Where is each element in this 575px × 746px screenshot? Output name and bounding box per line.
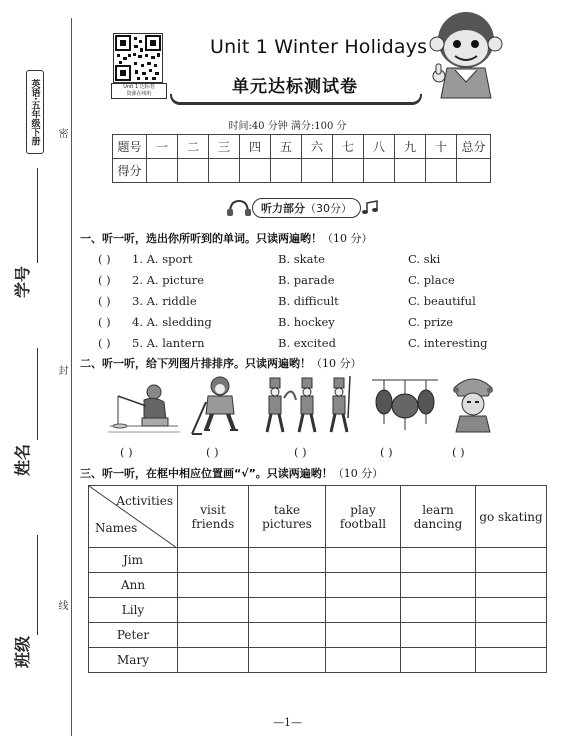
page-number: —1— — [273, 716, 302, 729]
hockey-player-picture-icon — [190, 374, 250, 438]
score-header-row — [113, 135, 491, 159]
check-cell[interactable] — [178, 623, 249, 648]
score-header-cell: 一 — [147, 135, 178, 159]
check-cell[interactable] — [249, 573, 326, 598]
check-cell[interactable] — [178, 598, 249, 623]
option-c: C. place — [408, 273, 455, 287]
score-header-cell: 六 — [302, 135, 333, 159]
seal-text-mid: 封 — [56, 365, 67, 375]
check-cell[interactable] — [401, 598, 476, 623]
check-cell[interactable] — [249, 648, 326, 673]
check-cell[interactable] — [249, 623, 326, 648]
score-row-label: 得分 — [113, 159, 147, 183]
check-cell[interactable] — [326, 623, 401, 648]
score-cell[interactable] — [426, 159, 457, 183]
grid-row — [89, 623, 547, 648]
option-a: 4. A. sledding — [132, 315, 212, 329]
check-cell[interactable] — [326, 573, 401, 598]
corner-activities: Activities — [116, 494, 173, 508]
answer-paren[interactable]: ( ) — [98, 294, 111, 308]
section1-title: 一、听一听，选出你所听到的单词。只读两遍哟！（10 分） — [80, 232, 373, 245]
headphones-icon — [226, 199, 252, 217]
activity-header: play football — [326, 486, 401, 548]
option-c: C. ski — [408, 252, 441, 266]
check-cell[interactable] — [401, 548, 476, 573]
student-no-label: 学号 — [13, 265, 32, 298]
name-cell: Peter — [89, 623, 178, 648]
name-cell: Lily — [89, 598, 178, 623]
check-cell[interactable] — [476, 598, 547, 623]
check-cell[interactable] — [401, 573, 476, 598]
activity-header: take pictures — [249, 486, 326, 548]
option-b: B. difficult — [278, 294, 339, 308]
score-header-cell: 十 — [426, 135, 457, 159]
answer-paren[interactable]: ( ) — [98, 273, 111, 287]
score-cell[interactable] — [395, 159, 426, 183]
name-cell: Ann — [89, 573, 178, 598]
check-cell[interactable] — [326, 648, 401, 673]
option-b: B. skate — [278, 252, 325, 266]
name-cell: Jim — [89, 548, 178, 573]
section3-title: 三、听一听，在框中相应位置画“√”。只读两遍哟！（10 分） — [80, 467, 384, 480]
corner-names: Names — [95, 521, 138, 535]
activity-header: go skating — [476, 486, 547, 548]
option-a: 3. A. riddle — [132, 294, 197, 308]
option-a: 1. A. sport — [132, 252, 193, 266]
answer-paren[interactable]: ( ) — [294, 445, 307, 459]
activity-header: learn dancing — [401, 486, 476, 548]
subject-tag: 英语·五年级下册 — [26, 70, 44, 154]
seal-text-top: 密 — [56, 128, 67, 138]
score-header-cell: 三 — [209, 135, 240, 159]
check-cell[interactable] — [401, 648, 476, 673]
score-cell[interactable] — [302, 159, 333, 183]
option-b: B. parade — [278, 273, 335, 287]
score-header-cell: 八 — [364, 135, 395, 159]
qr-caption: Unit 1 达标卷 资源在线听 — [111, 83, 167, 99]
score-value-row — [113, 159, 491, 183]
answer-paren[interactable]: ( ) — [206, 445, 219, 459]
check-cell[interactable] — [401, 623, 476, 648]
grid-corner-cell — [89, 486, 178, 548]
answer-paren[interactable]: ( ) — [452, 445, 465, 459]
check-cell[interactable] — [178, 648, 249, 673]
score-header-cell: 七 — [333, 135, 364, 159]
check-cell[interactable] — [178, 548, 249, 573]
check-cell[interactable] — [249, 598, 326, 623]
grid-row — [89, 548, 547, 573]
check-cell[interactable] — [476, 648, 547, 673]
seal-text-bottom: 线 — [56, 600, 67, 610]
score-cell[interactable] — [364, 159, 395, 183]
score-cell[interactable] — [178, 159, 209, 183]
answer-paren[interactable]: ( ) — [98, 315, 111, 329]
banner-underline — [170, 94, 422, 105]
grid-header-row — [89, 486, 547, 548]
listening-label: 听力部分（30分） — [252, 198, 361, 218]
grid-row — [89, 648, 547, 673]
section2-title: 二、听一听，给下列图片排排序。只读两遍哟！（10 分） — [80, 357, 362, 370]
score-header-cell: 二 — [178, 135, 209, 159]
class-blank[interactable] — [37, 535, 38, 635]
ice-fishing-picture-icon — [108, 374, 180, 438]
page-subtitle: 单元达标测试卷 — [232, 77, 358, 97]
answer-paren[interactable]: ( ) — [380, 445, 393, 459]
check-cell[interactable] — [249, 548, 326, 573]
score-cell[interactable] — [240, 159, 271, 183]
activity-grid — [88, 485, 547, 673]
check-cell[interactable] — [178, 573, 249, 598]
name-cell: Mary — [89, 648, 178, 673]
grid-row — [89, 573, 547, 598]
answer-paren[interactable]: ( ) — [120, 445, 133, 459]
option-a: 5. A. lantern — [132, 336, 205, 350]
name-blank[interactable] — [37, 348, 38, 440]
check-cell[interactable] — [476, 548, 547, 573]
check-cell[interactable] — [326, 598, 401, 623]
score-header-cell: 九 — [395, 135, 426, 159]
score-header-cell: 总分 — [457, 135, 491, 159]
time-info: 时间:40 分钟 满分:100 分 — [228, 121, 347, 132]
red-lanterns-picture-icon — [372, 374, 438, 438]
score-cell[interactable] — [271, 159, 302, 183]
option-b: B. excited — [278, 336, 336, 350]
class-label: 班级 — [13, 635, 32, 668]
option-b: B. hockey — [278, 315, 335, 329]
music-note-icon — [361, 200, 381, 216]
opera-mask-picture-icon — [448, 374, 498, 438]
check-cell[interactable] — [476, 573, 547, 598]
score-header-cell: 五 — [271, 135, 302, 159]
name-label: 姓名 — [13, 443, 32, 476]
listening-heading — [226, 198, 381, 218]
score-cell[interactable] — [457, 159, 491, 183]
activity-header: visit friends — [178, 486, 249, 548]
parade-marchers-picture-icon — [262, 374, 358, 438]
check-cell[interactable] — [326, 548, 401, 573]
option-c: C. prize — [408, 315, 454, 329]
check-cell[interactable] — [476, 623, 547, 648]
score-table — [112, 134, 491, 183]
answer-paren[interactable]: ( ) — [98, 252, 111, 266]
option-a: 2. A. picture — [132, 273, 205, 287]
score-cell[interactable] — [333, 159, 364, 183]
score-header-cell: 四 — [240, 135, 271, 159]
answer-paren[interactable]: ( ) — [98, 336, 111, 350]
score-cell[interactable] — [147, 159, 178, 183]
mascot-illustration-icon — [425, 6, 507, 104]
score-cell[interactable] — [209, 159, 240, 183]
option-c: C. beautiful — [408, 294, 476, 308]
grid-row — [89, 598, 547, 623]
qr-code-icon[interactable] — [113, 33, 163, 83]
student-no-blank[interactable] — [37, 168, 38, 263]
page-title: Unit 1 Winter Holidays — [210, 36, 428, 58]
score-header-cell: 题号 — [113, 135, 147, 159]
option-c: C. interesting — [408, 336, 488, 350]
